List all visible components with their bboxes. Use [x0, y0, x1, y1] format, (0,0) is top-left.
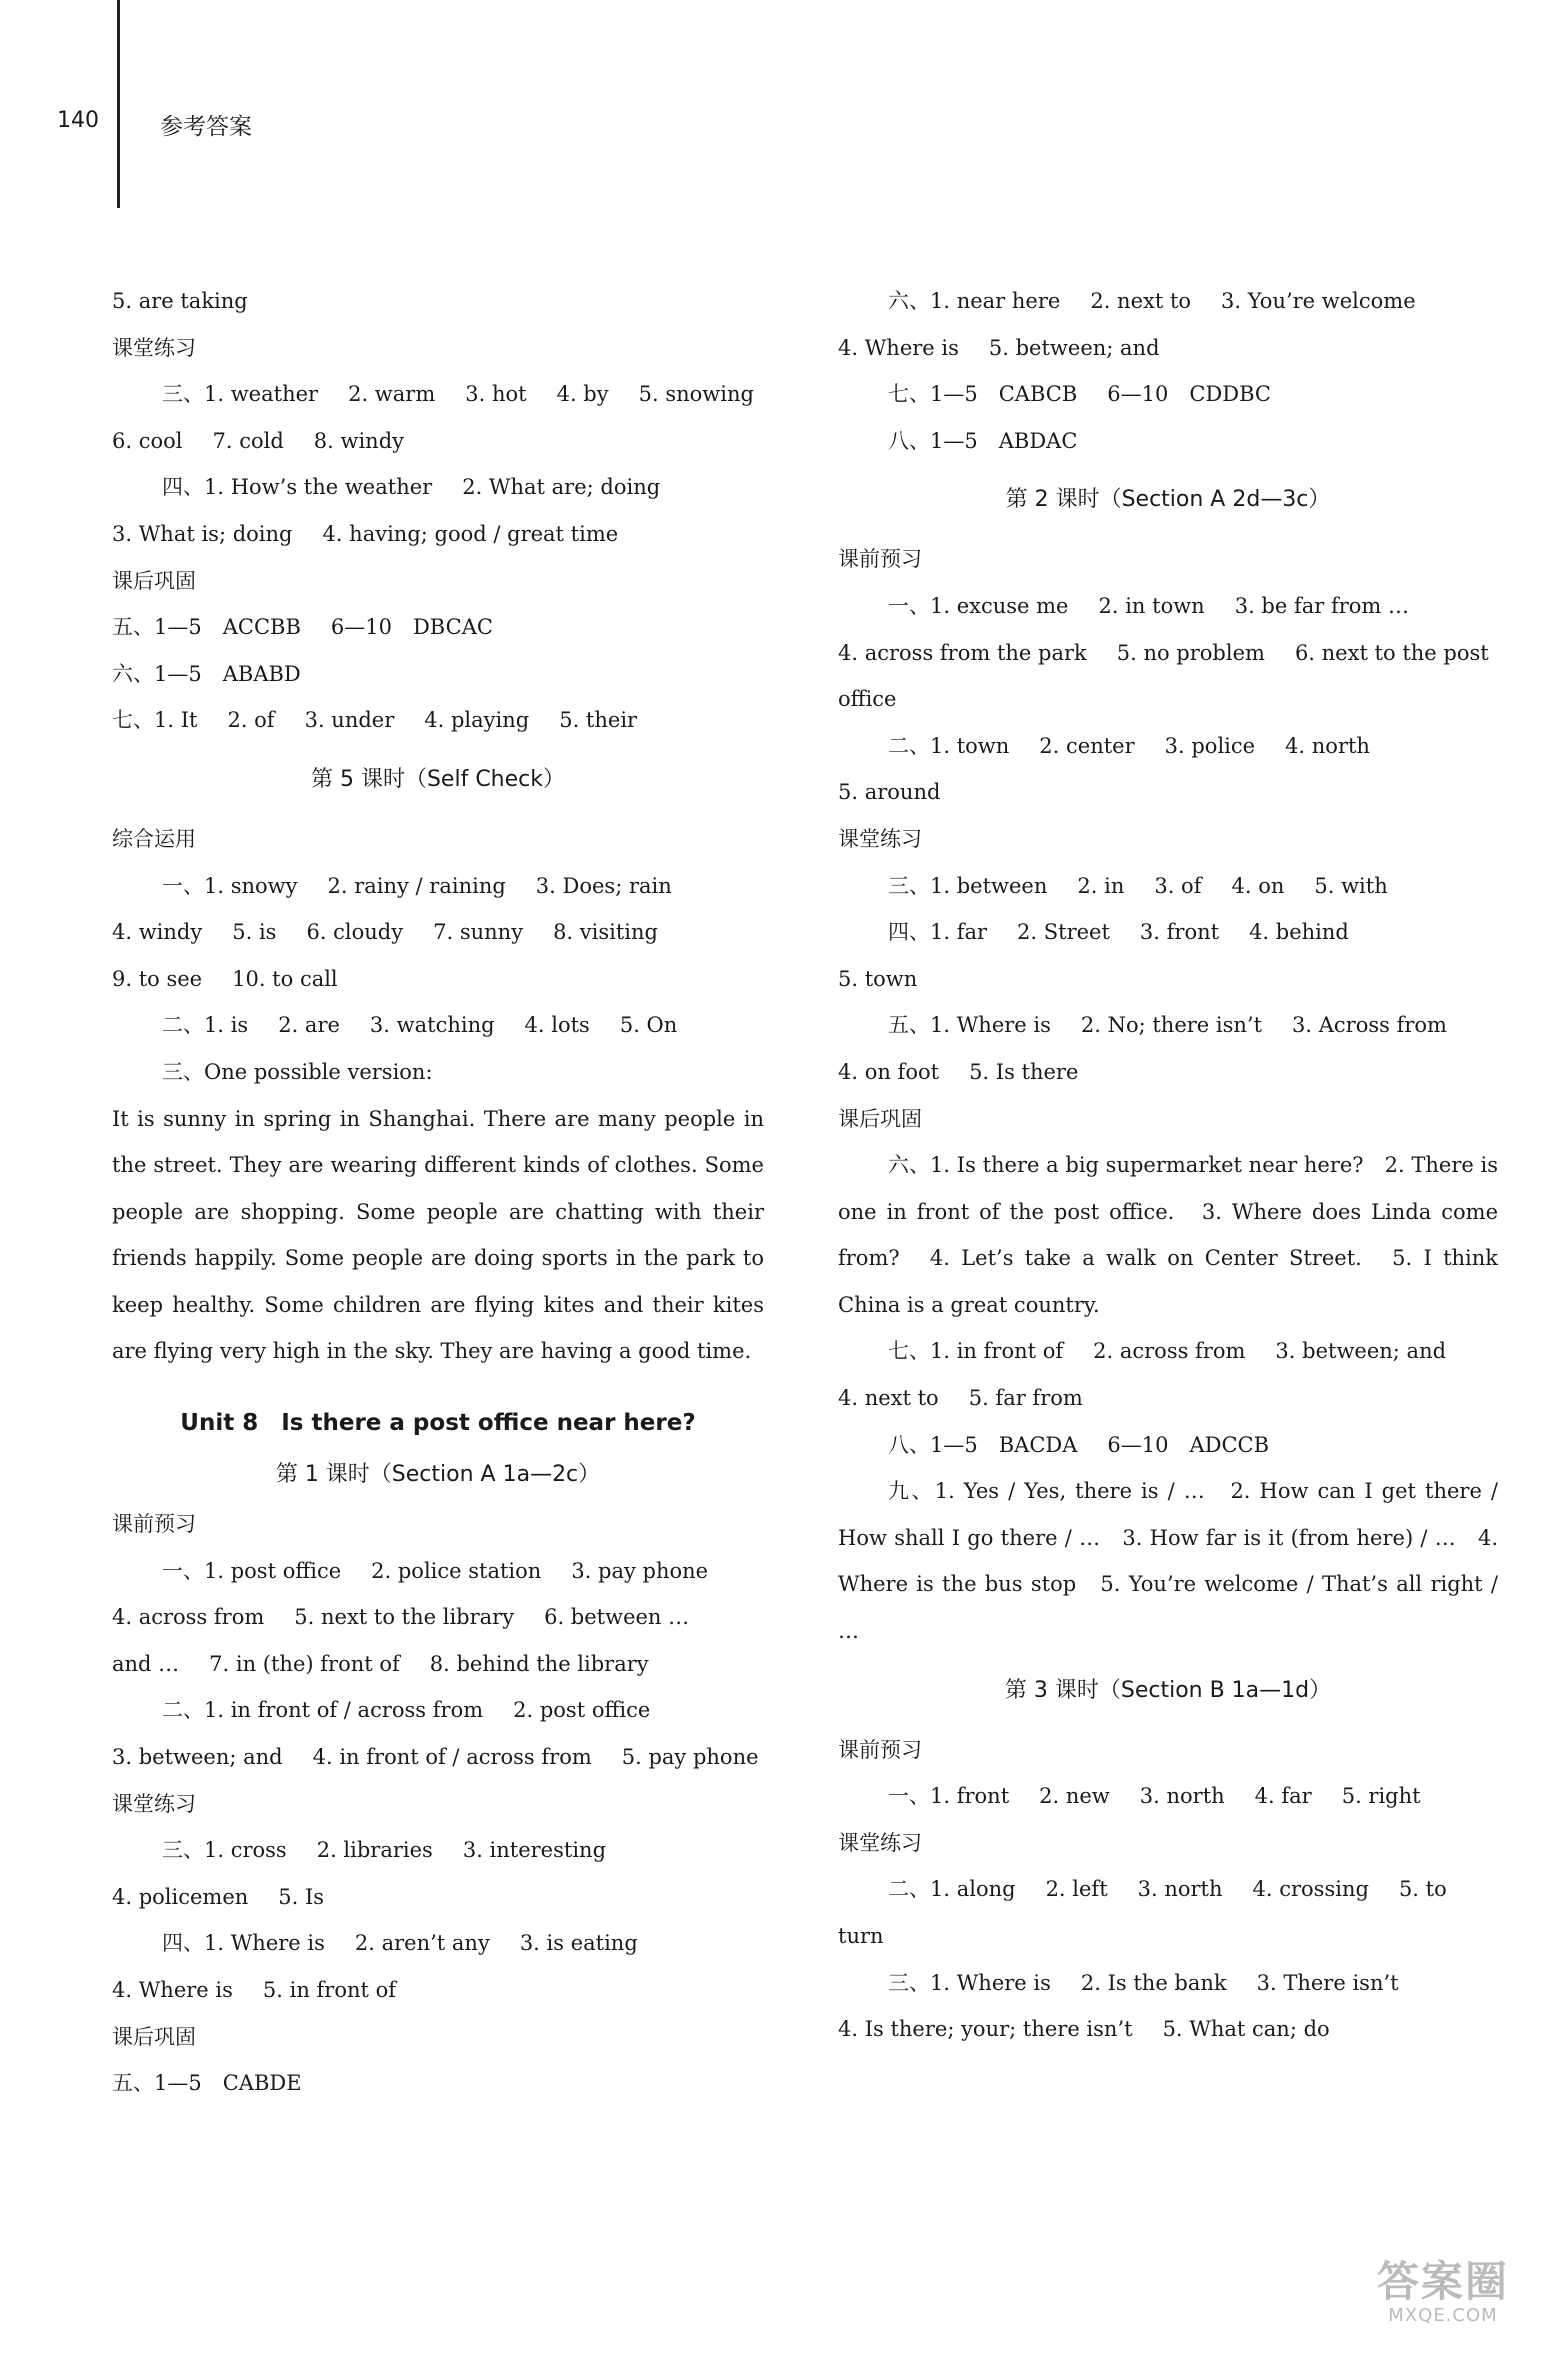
answer-line — [112, 371, 764, 418]
answer-item: 2. in — [1077, 873, 1125, 898]
section-label: 课前预习 — [112, 1512, 196, 1537]
answer-line — [838, 956, 1498, 1003]
answer-line — [838, 630, 1498, 677]
answer-item: 4. Where is — [112, 1978, 233, 2002]
answer-item: office — [838, 687, 897, 712]
answer-item: 二、1. along — [888, 1877, 1016, 1902]
answer-item: 八、1—5 BACDA — [888, 1432, 1078, 1457]
running-head: 参考答案 — [160, 114, 252, 140]
answer-line — [838, 769, 1498, 816]
answer-item: 5. On — [619, 1013, 678, 1038]
answer-item: 5. Is — [278, 1884, 325, 1909]
section-label: 课堂练习 — [838, 1830, 922, 1855]
answer-line — [112, 604, 764, 651]
answer-line — [838, 278, 1498, 325]
section-label: 课后巩固 — [112, 568, 196, 593]
answer-item: 3. There isn’t — [1256, 1970, 1399, 1995]
answer-item: 5. What can; do — [1162, 2017, 1330, 2042]
answer-item: 二、1. is — [162, 1013, 249, 1038]
answer-item: 4. next to — [838, 1386, 939, 1411]
answer-line — [112, 418, 764, 465]
answer-line — [838, 1960, 1498, 2007]
answer-line — [112, 1734, 764, 1781]
answer-item: 9. to see — [112, 966, 203, 991]
answer-line — [112, 1548, 764, 1595]
answer-item: 2. are — [278, 1013, 340, 1038]
section-label: 课后巩固 — [838, 1106, 922, 1131]
answer-line — [838, 723, 1498, 770]
section-label: 课前预习 — [838, 1737, 922, 1762]
answer-item: 3. Does; rain — [535, 873, 672, 898]
section-label: 综合运用 — [112, 826, 196, 851]
answer-item: 3. between; and — [1275, 1339, 1447, 1364]
answer-line — [112, 1920, 764, 1967]
unit-title: Unit 8 Is there a post office near here? — [180, 1410, 696, 1437]
answer-item: 2. police station — [371, 1558, 542, 1583]
answer-item: 4. crossing — [1252, 1877, 1369, 1902]
answer-item: 三、One possible version: — [162, 1059, 433, 1084]
spacer — [112, 1375, 764, 1397]
answer-item: 2. center — [1039, 733, 1135, 758]
answer-item: 5. are taking — [112, 289, 248, 313]
answer-item: 5. snowing — [638, 382, 754, 407]
answer-line — [838, 1913, 1498, 1960]
answer-line — [838, 1328, 1498, 1375]
answer-item: 一、1. excuse me — [888, 593, 1069, 618]
answer-item: 2. new — [1039, 1784, 1110, 1809]
answer-item: 3. is eating — [519, 1931, 638, 1956]
answer-item: 2. warm — [348, 382, 436, 407]
answer-item: 2. libraries — [316, 1838, 433, 1863]
answer-item: 4. across from — [112, 1605, 265, 1630]
answer-item: 7. sunny — [433, 920, 524, 945]
watermark-logo-text: 答案圈 — [1376, 2257, 1509, 2306]
section-label: 课堂练习 — [838, 826, 922, 851]
answer-item: 六、1. near here — [888, 289, 1061, 313]
answer-item: 4. across from the park — [838, 640, 1087, 665]
answer-line — [838, 1049, 1498, 1096]
answer-item: 一、1. front — [888, 1784, 1010, 1809]
answer-item: 4. far — [1254, 1784, 1312, 1809]
answer-item: 2. across from — [1093, 1339, 1246, 1364]
answer-paragraph: It is sunny in spring in Shanghai. There are many people in the street. They are wearing different kinds of clothes. Some people are shopping. Some people are chatting with their friends happily. Some people are doing sports in the park to keep healthy. Some children are flying kites and their kites are flying very high in the sky. They are having a good time. — [112, 1106, 764, 1364]
answer-item: 五、1—5 CABDE — [112, 2071, 302, 2096]
section-label: 课堂练习 — [112, 1791, 196, 1816]
answer-item: 6—10 ADCCB — [1107, 1432, 1270, 1457]
answer-line — [112, 956, 764, 1003]
header-rule — [117, 0, 120, 208]
answer-item: 八、1—5 ABDAC — [888, 428, 1078, 453]
answer-item: 4. lots — [524, 1013, 590, 1038]
answer-item: 2. next to — [1090, 289, 1192, 313]
answer-item: 3. watching — [369, 1013, 495, 1038]
answer-line — [838, 325, 1498, 372]
answer-line — [838, 583, 1498, 630]
watermark-logo — [1348, 2259, 1538, 2339]
answer-item: 5. right — [1341, 1784, 1421, 1809]
section-label: 课前预习 — [838, 547, 922, 572]
answer-item: 4. by — [556, 382, 609, 407]
answer-item: 5. between; and — [988, 335, 1160, 360]
answer-item: 七、1. in front of — [888, 1339, 1064, 1364]
answer-item: 3. What is; doing — [112, 521, 293, 546]
answer-item: 5. next to the library — [294, 1605, 515, 1630]
answer-item: 2. rainy / raining — [327, 873, 506, 898]
answer-item: 2. post office — [513, 1698, 651, 1723]
answer-item: 3. be far from … — [1234, 593, 1410, 618]
answer-item: 4. Is there; your; there isn’t — [838, 2017, 1133, 2042]
answer-line — [838, 2006, 1498, 2053]
answer-item: 五、1. Where is — [888, 1013, 1051, 1038]
answer-item: and … — [112, 1651, 180, 1676]
answer-line — [112, 1827, 764, 1874]
answer-item: 2. of — [227, 708, 275, 733]
answer-item: 4. Where is — [838, 335, 959, 360]
answer-item: 6. cool — [112, 428, 183, 453]
answer-item: 2. What are; doing — [462, 475, 661, 500]
answer-item: 6—10 DBCAC — [330, 615, 493, 640]
answer-item: 3. police — [1164, 733, 1256, 758]
section-label: 课堂练习 — [112, 335, 196, 360]
answer-item: 2. in town — [1098, 593, 1205, 618]
answer-line — [112, 1687, 764, 1734]
answer-item: 3. between; and — [112, 1745, 283, 1770]
answer-line — [112, 511, 764, 558]
lesson-heading: 第 5 课时（Self Check） — [310, 766, 565, 792]
answer-line — [112, 863, 764, 910]
answer-item: 三、1. Where is — [888, 1970, 1051, 1995]
answer-item: 四、1. far — [888, 920, 988, 945]
answer-line — [112, 2060, 764, 2107]
right-column — [838, 278, 1498, 2053]
answer-item: 六、1—5 ABABD — [112, 661, 301, 686]
answer-item: 3. north — [1139, 1784, 1225, 1809]
answer-item: 3. front — [1139, 920, 1220, 945]
answer-line — [112, 651, 764, 698]
answer-item: 5. to — [1398, 1877, 1447, 1902]
answer-item: 5. with — [1314, 873, 1388, 898]
answer-item: 三、1. cross — [162, 1838, 287, 1863]
answer-line — [838, 1773, 1498, 1820]
answer-item: 3. of — [1154, 873, 1202, 898]
answer-item: 8. behind the library — [429, 1651, 649, 1676]
answer-item: 3. You’re welcome — [1221, 289, 1416, 313]
answer-item: 三、1. between — [888, 873, 1048, 898]
answer-line — [838, 418, 1498, 465]
answer-item: 4. on foot — [838, 1059, 940, 1084]
answer-line — [112, 697, 764, 744]
answer-item: 三、1. weather — [162, 382, 319, 407]
answer-item: 2. No; there isn’t — [1080, 1013, 1263, 1038]
answer-item: 2. aren’t any — [354, 1931, 490, 1956]
answer-line — [838, 1866, 1498, 1913]
answer-item: 2. Street — [1017, 920, 1110, 945]
answer-item: 四、1. How’s the weather — [162, 475, 433, 500]
section-label: 课后巩固 — [112, 2024, 196, 2049]
answer-paragraph: 六、1. Is there a big supermarket near here? 2. There is one in front of the post office. 3. Where does Linda come from? 4. Let’s take a walk on Center Street. 5. I think China is a great country. — [838, 1153, 1498, 1317]
answer-item: 3. Across from — [1292, 1013, 1447, 1038]
lesson-heading: 第 1 课时（Section A 1a—2c） — [275, 1462, 601, 1488]
answer-line — [838, 1422, 1498, 1469]
answer-line — [112, 278, 764, 325]
answer-line — [112, 1594, 764, 1641]
answer-item: 5. town — [838, 966, 918, 991]
answer-item: 6—10 CDDBC — [1107, 382, 1271, 407]
answer-item: 2. Is the bank — [1080, 1970, 1227, 1995]
answer-item: 四、1. Where is — [162, 1931, 325, 1956]
answer-item: 七、1—5 CABCB — [888, 382, 1078, 407]
answer-item: 7. in (the) front of — [209, 1651, 400, 1676]
answer-item: 8. visiting — [553, 920, 658, 945]
answer-item: 5. is — [232, 920, 277, 945]
answer-line — [112, 464, 764, 511]
answer-paragraph: 九、1. Yes / Yes, there is / … 2. How can I get there / How shall I go there / … 3. How far is it (from here) / … 4. Where is the bus stop 5. You’re welcome / That’s all right / … — [838, 1479, 1498, 1644]
lesson-heading: 第 3 课时（Section B 1a—1d） — [1004, 1677, 1332, 1703]
answer-line — [838, 1375, 1498, 1422]
answer-item: 4. windy — [112, 920, 203, 945]
answer-item: 7. cold — [212, 428, 284, 453]
answer-item: 5. their — [559, 708, 638, 733]
answer-item: 4. policemen — [112, 1884, 249, 1909]
answer-item: 一、1. snowy — [162, 873, 298, 898]
answer-item: 3. north — [1137, 1877, 1223, 1902]
answer-item: 5. in front of — [262, 1978, 397, 2002]
answer-item: 4. in front of / across from — [312, 1745, 592, 1770]
answer-item: 5. far from — [968, 1386, 1083, 1411]
left-column — [112, 278, 764, 2107]
answer-line — [112, 1967, 764, 2014]
answer-item: 6. next to the post — [1294, 640, 1489, 665]
answer-item: 二、1. town — [888, 733, 1010, 758]
answer-line — [112, 1049, 764, 1096]
answer-line — [112, 1874, 764, 1921]
answer-item: 5. Is there — [969, 1059, 1079, 1084]
answer-line — [112, 1641, 764, 1688]
answer-line — [838, 1002, 1498, 1049]
answer-item: turn — [838, 1924, 884, 1948]
answer-item: 4. playing — [424, 708, 530, 733]
answer-item: 4. behind — [1249, 920, 1349, 945]
answer-line — [838, 863, 1498, 910]
answer-item: 4. on — [1231, 873, 1285, 898]
answer-item: 3. hot — [465, 382, 527, 407]
lesson-heading: 第 2 课时（Section A 2d—3c） — [1005, 487, 1331, 513]
answer-line — [838, 676, 1498, 723]
answer-item: 4. north — [1285, 733, 1370, 758]
page-number: 140 — [57, 108, 99, 133]
answer-item: 5. no problem — [1116, 640, 1265, 665]
answer-item: 10. to call — [232, 966, 338, 991]
answer-line — [838, 371, 1498, 418]
answer-item: 5. around — [838, 780, 941, 805]
answer-line — [838, 909, 1498, 956]
answer-item: 3. interesting — [462, 1838, 607, 1863]
answer-item: 3. under — [304, 708, 395, 733]
answer-item: 3. pay phone — [571, 1558, 709, 1583]
answer-item: 二、1. in front of / across from — [162, 1698, 484, 1723]
answer-item: 4. having; good / great time — [322, 521, 619, 546]
answer-item: 6. between … — [544, 1605, 690, 1630]
answer-item: 2. left — [1045, 1877, 1108, 1902]
answer-item: 五、1—5 ACCBB — [112, 615, 301, 640]
answer-item: 8. windy — [313, 428, 404, 453]
answer-line — [112, 1002, 764, 1049]
watermark-url: MXQE.COM — [1388, 2305, 1498, 2326]
answer-item: 5. pay phone — [621, 1745, 759, 1770]
answer-item: 6. cloudy — [306, 920, 404, 945]
answer-line — [112, 909, 764, 956]
answer-item: 一、1. post office — [162, 1558, 342, 1583]
answer-item: 七、1. It — [112, 708, 198, 733]
